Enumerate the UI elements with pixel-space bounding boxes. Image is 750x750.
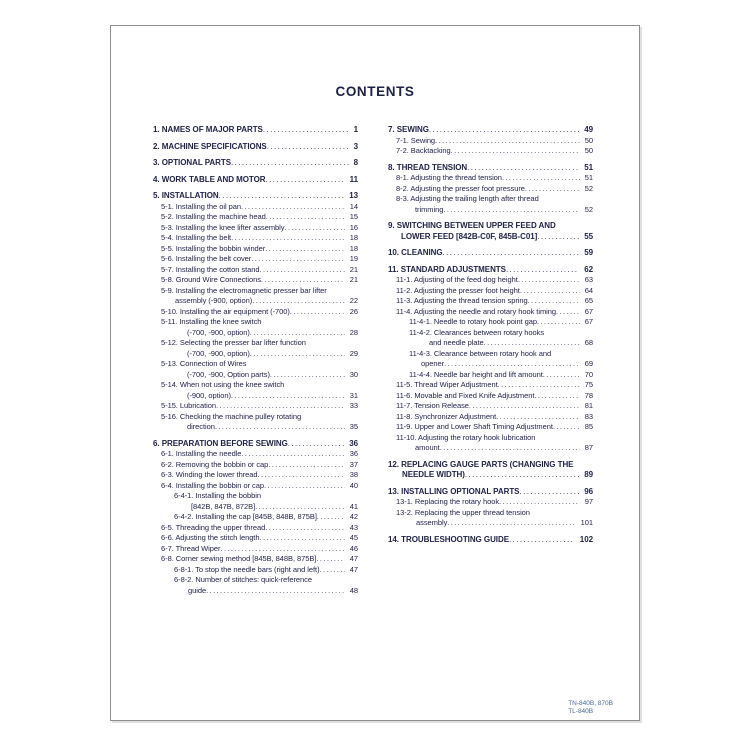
- toc-entry-title: 11-3. Adjusting the thread tension spring: [396, 296, 528, 305]
- toc-page-number: 62: [579, 265, 593, 276]
- toc-entry: [161, 544, 358, 555]
- toc-entry-title: 5-15. Lubrication: [161, 401, 217, 410]
- dot-leader: [259, 533, 358, 542]
- toc-entry-title: 8-3. Adjusting the trailing length after thread: [396, 194, 539, 203]
- toc-page-number: 83: [580, 412, 593, 423]
- toc-entry: [396, 391, 593, 402]
- toc-page-number: 26: [345, 307, 358, 318]
- toc-columns: [111, 99, 639, 596]
- toc-entry-title: 6-4-2. Installing the cap [845B, 848B, 875B]: [174, 512, 317, 521]
- toc-entry-title: 13-1. Replacing the rotary hook: [396, 497, 500, 506]
- toc-entry: [161, 412, 358, 433]
- toc-entry: [396, 286, 593, 297]
- toc-entry: [161, 265, 358, 276]
- page-title: CONTENTS: [335, 84, 415, 99]
- toc-page-number: 68: [580, 338, 593, 349]
- toc-entry: [396, 296, 593, 307]
- dot-leader: [251, 254, 358, 263]
- toc-entry-title: 5-3. Installing the knee lifter assembly: [161, 222, 285, 232]
- toc-entry-continuation: amount: [415, 443, 440, 452]
- toc-entry-title: 2. MACHINE SPECIFICATIONS: [153, 141, 267, 151]
- toc-page-number: 21: [345, 275, 358, 286]
- toc-entry-title: 6-8-1. To stop the needle bars (right and left): [174, 564, 320, 574]
- toc-entry: [153, 175, 358, 186]
- toc-entry-title: 5-14. When not using the knee switch: [161, 380, 285, 389]
- toc-entry-title: 11-5. Thread Wiper Adjustment: [396, 380, 498, 389]
- toc-entry: [409, 370, 593, 381]
- toc-entry-title: 5-6. Installing the belt cover: [161, 254, 252, 263]
- toc-page-number: 38: [345, 470, 358, 481]
- toc-entry: [161, 523, 358, 534]
- toc-entry-continuation: LOWER FEED [842B-C0F, 845B-C01]: [401, 231, 538, 241]
- dot-leader: [469, 401, 593, 410]
- toc-entry-title: 11-9. Upper and Lower Shaft Timing Adjustment: [396, 422, 553, 431]
- footer-model-codes: [568, 700, 613, 716]
- toc-entry-title: 6. PREPARATION BEFORE SEWING: [153, 438, 288, 448]
- toc-entry-continuation: assembly (-900, option): [175, 296, 253, 305]
- toc-entry: [388, 535, 593, 546]
- toc-page-number: 1: [349, 125, 358, 136]
- toc-entry: [388, 163, 593, 174]
- dot-leader: [443, 248, 593, 257]
- dot-leader: [258, 470, 358, 479]
- dot-leader: [498, 380, 593, 389]
- toc-entry: [396, 422, 593, 433]
- toc-entry-title: 6-7. Thread Wiper: [161, 543, 221, 553]
- toc-page-number: 50: [580, 146, 593, 157]
- toc-page-number: 30: [345, 370, 358, 381]
- toc-entry: [396, 433, 593, 454]
- toc-page-number: 63: [580, 275, 593, 286]
- toc-page-number: 55: [579, 232, 593, 243]
- toc-entry-title: 5-7. Installing the cotton stand: [161, 264, 260, 274]
- toc-entry-title: 8-1. Adjusting the thread tension: [396, 173, 502, 182]
- toc-page-number: 31: [345, 391, 358, 402]
- toc-page-number: 50: [580, 136, 593, 147]
- toc-entry: [388, 460, 593, 481]
- toc-page-number: 28: [345, 328, 358, 339]
- toc-entry-title: 11-1. Adjusting of the feed dog height: [396, 275, 518, 284]
- toc-page-number: 101: [576, 518, 593, 529]
- toc-page-number: 8: [349, 158, 358, 169]
- toc-entry: [396, 380, 593, 391]
- toc-page-number: 43: [345, 523, 358, 534]
- dot-leader: [231, 233, 358, 242]
- toc-page-number: 35: [345, 422, 358, 433]
- toc-entry-title: 7-2. Backtacking: [396, 146, 451, 155]
- toc-page-number: 102: [575, 535, 593, 546]
- dot-leader: [241, 202, 358, 211]
- dot-leader: [465, 470, 593, 479]
- dot-leader: [220, 544, 358, 553]
- toc-page-number: 42: [345, 512, 358, 523]
- toc-entry-title: 5-11. Installing the knee switch: [161, 317, 262, 326]
- toc-entry: [161, 317, 358, 338]
- toc-page-number: 29: [345, 349, 358, 360]
- toc-page-number: 81: [580, 401, 593, 412]
- dot-leader: [447, 518, 593, 527]
- toc-entry-title: 14. TROUBLESHOOTING GUIDE: [388, 534, 509, 544]
- toc-entry: [161, 481, 358, 492]
- toc-entry: [161, 401, 358, 412]
- toc-entry-title: 5-5. Installing the bobbin winder: [161, 243, 266, 253]
- toc-page-number: 52: [580, 205, 593, 216]
- toc-entry-title: 5-16. Checking the machine pulley rotating: [161, 411, 302, 421]
- toc-entry: [161, 359, 358, 380]
- toc-page-number: 51: [579, 163, 593, 174]
- toc-entry-title: 11-8. Synchronizer Adjustment: [396, 411, 497, 421]
- toc-entry-title: 8. THREAD TENSION: [388, 162, 468, 172]
- toc-page-number: 96: [579, 487, 593, 498]
- toc-entry-title: 1. NAMES OF MAJOR PARTS: [153, 125, 263, 134]
- toc-page-number: 97: [580, 497, 593, 508]
- dot-leader: [231, 391, 358, 400]
- toc-entry: [396, 194, 593, 215]
- toc-entry-title: 3. OPTIONAL PARTS: [153, 158, 231, 167]
- toc-page-number: 69: [580, 359, 593, 370]
- toc-page-number: 48: [345, 586, 358, 597]
- toc-entry: [409, 349, 593, 370]
- toc-entry: [161, 223, 358, 234]
- toc-entry: [396, 497, 593, 508]
- toc-entry: [161, 275, 358, 286]
- toc-entry: [174, 575, 358, 596]
- dot-leader: [252, 296, 358, 305]
- toc-page-number: 89: [579, 470, 593, 481]
- toc-entry-continuation: direction: [187, 422, 215, 431]
- dot-leader: [259, 265, 358, 274]
- toc-entry: [396, 307, 593, 318]
- toc-page-number: 85: [580, 422, 593, 433]
- toc-entry: [388, 265, 593, 276]
- toc-entry: [161, 380, 358, 401]
- dot-leader: [443, 205, 593, 214]
- dot-leader: [231, 158, 358, 167]
- toc-entry: [161, 212, 358, 223]
- toc-page-number: 22: [345, 296, 358, 307]
- toc-page-number: 51: [580, 173, 593, 184]
- toc-entry-continuation: guide: [188, 585, 207, 595]
- toc-entry-continuation: trimming: [415, 204, 444, 214]
- dot-leader: [255, 502, 358, 511]
- toc-entry: [388, 125, 593, 136]
- toc-page-number: 15: [345, 212, 358, 223]
- toc-page-number: 3: [349, 142, 358, 153]
- toc-entry: [396, 184, 593, 195]
- dot-leader: [219, 191, 358, 200]
- toc-entry: [161, 202, 358, 213]
- toc-entry-title: 6-8-2. Number of stitches: quick-reference: [174, 575, 312, 584]
- toc-entry-continuation: and needle plate: [429, 338, 484, 347]
- toc-entry-title: 10. CLEANING: [388, 248, 443, 257]
- toc-page-number: 18: [345, 244, 358, 255]
- toc-entry: [153, 158, 358, 169]
- footer-model-line-2: TL-840B: [568, 708, 594, 715]
- toc-entry: [174, 565, 358, 576]
- dot-leader: [451, 146, 593, 155]
- toc-entry-continuation: assembly: [416, 518, 448, 527]
- toc-page-number: 21: [345, 265, 358, 276]
- toc-entry: [388, 221, 593, 242]
- toc-entry-title: 11-4. Adjusting the needle and rotary hook timing: [396, 306, 557, 316]
- toc-entry-title: 11-4-3. Clearance between rotary hook and: [409, 348, 552, 358]
- toc-page-number: 59: [579, 248, 593, 259]
- toc-entry-title: 6-3. Winding the lower thread: [161, 470, 258, 479]
- toc-entry-title: 5-1. Installing the oil pan: [161, 201, 241, 211]
- toc-entry-title: 9. SWITCHING BETWEEN UPPER FEED AND: [388, 221, 556, 230]
- toc-entry: [396, 401, 593, 412]
- dot-leader: [261, 275, 358, 284]
- toc-entry: [161, 233, 358, 244]
- toc-entry-title: 8-2. Adjusting the presser foot pressure: [396, 183, 525, 193]
- toc-page-number: 33: [345, 401, 358, 412]
- toc-page-number: 47: [345, 565, 358, 576]
- toc-page-number: 49: [579, 125, 593, 136]
- toc-entry: [161, 449, 358, 460]
- toc-entry-title: 6-1. Installing the needle: [161, 449, 242, 458]
- toc-page-number: 75: [580, 380, 593, 391]
- toc-entry: [174, 512, 358, 523]
- toc-page-number: 65: [580, 296, 593, 307]
- dot-leader: [484, 338, 593, 347]
- toc-entry: [396, 146, 593, 157]
- toc-entry-title: 12. REPLACING GAUGE PARTS (CHANGING THE: [388, 459, 574, 469]
- toc-page-number: 14: [345, 202, 358, 213]
- toc-entry-title: 11-10. Adjusting the rotary hook lubrication: [396, 432, 536, 442]
- dot-leader: [440, 443, 593, 452]
- toc-entry-title: 11-4-1. Needle to rotary hook point gap: [409, 317, 537, 326]
- toc-entry-title: 11-4-2. Clearances between rotary hooks: [409, 327, 545, 337]
- toc-entry-title: 5. INSTALLATION: [153, 191, 219, 200]
- dot-leader: [435, 136, 593, 145]
- toc-entry-title: 6-6. Adjusting the stitch length: [161, 533, 260, 542]
- toc-entry-continuation: opener: [421, 359, 445, 368]
- dot-leader: [250, 349, 358, 358]
- toc-page-number: 41: [345, 502, 358, 513]
- toc-entry-title: 4. WORK TABLE AND MOTOR: [153, 174, 266, 184]
- toc-page-number: 46: [345, 544, 358, 555]
- toc-entry: [396, 136, 593, 147]
- toc-entry: [161, 286, 358, 307]
- toc-entry-title: 11-2. Adjusting the presser foot height: [396, 285, 520, 295]
- dot-leader: [216, 401, 358, 410]
- toc-entry-title: 13-2. Replacing the upper thread tension: [396, 507, 530, 517]
- toc-page-number: 36: [345, 449, 358, 460]
- toc-entry-title: 11-6. Movable and Fixed Knife Adjustment: [396, 390, 535, 400]
- toc-entry: [153, 439, 358, 450]
- toc-page-number: 64: [580, 286, 593, 297]
- dot-leader: [206, 586, 358, 595]
- toc-entry: [161, 307, 358, 318]
- toc-entry-continuation: [842B, 847B, 872B]: [191, 501, 256, 511]
- toc-page-number: 78: [580, 391, 593, 402]
- toc-page-number: 67: [580, 307, 593, 318]
- toc-page-number: 45: [345, 533, 358, 544]
- toc-page-number: 87: [580, 443, 593, 454]
- dot-leader: [429, 125, 593, 134]
- dot-leader: [215, 422, 358, 431]
- toc-entry-title: 5-10. Installing the air equipment (-700): [161, 306, 290, 316]
- toc-page-number: 52: [580, 184, 593, 195]
- toc-page-number: 67: [580, 317, 593, 328]
- toc-entry: [153, 142, 358, 153]
- toc-entry-title: 6-4. Installing the bobbin or cap: [161, 480, 265, 490]
- toc-entry-title: 7-1. Sewing: [396, 135, 436, 145]
- toc-entry: [174, 491, 358, 512]
- toc-entry-title: 5-13. Connection of Wires: [161, 359, 247, 368]
- toc-entry-title: 6-8. Corner sewing method [845B, 848B, 875B]: [161, 554, 317, 563]
- toc-entry: [396, 173, 593, 184]
- toc-page-number: 40: [345, 481, 358, 492]
- toc-entry: [153, 191, 358, 202]
- dot-leader: [444, 359, 593, 368]
- dot-leader: [496, 412, 593, 421]
- toc-entry-title: 11-7. Tension Release: [396, 401, 469, 410]
- toc-entry: [388, 487, 593, 498]
- toc-entry: [396, 275, 593, 286]
- toc-entry: [161, 254, 358, 265]
- dot-leader: [267, 142, 358, 151]
- toc-entry-continuation: (-900, option): [187, 390, 231, 400]
- toc-entry-title: 6-5. Threading the upper thread: [161, 522, 266, 532]
- toc-entry: [161, 244, 358, 255]
- toc-entry-title: 6-2. Removing the bobbin or cap: [161, 459, 269, 469]
- toc-page-number: 11: [345, 175, 358, 186]
- toc-entry-title: 5-12. Selecting the presser bar lifter function: [161, 338, 306, 347]
- toc-page-number: 37: [345, 460, 358, 471]
- dot-leader: [467, 163, 593, 172]
- toc-page-number: 47: [345, 554, 358, 565]
- toc-entry: [409, 317, 593, 328]
- toc-entry-continuation: (-700, -900, Option parts): [187, 369, 270, 379]
- toc-entry-title: 11. STANDARD ADJUSTMENTS: [388, 264, 506, 274]
- toc-page-number: 19: [345, 254, 358, 265]
- toc-entry: [161, 470, 358, 481]
- dot-leader: [250, 328, 358, 337]
- toc-entry: [396, 508, 593, 529]
- toc-entry-title: 7. SEWING: [388, 125, 429, 134]
- toc-entry: [409, 328, 593, 349]
- toc-column-left: [153, 125, 358, 596]
- toc-entry: [161, 554, 358, 565]
- toc-entry-continuation: (-700, -900, option): [187, 327, 250, 337]
- toc-page-number: 18: [345, 233, 358, 244]
- toc-entry-title: 13. INSTALLING OPTIONAL PARTS: [388, 486, 520, 496]
- toc-entry-title: 5-9. Installing the electromagnetic presser bar lifter: [161, 285, 327, 295]
- toc-entry: [161, 460, 358, 471]
- manual-page: [110, 25, 640, 721]
- toc-entry-title: 5-8. Ground Wire Connections: [161, 275, 261, 284]
- toc-entry: [161, 338, 358, 359]
- toc-entry: [388, 248, 593, 259]
- toc-page-number: 16: [345, 223, 358, 234]
- dot-leader: [263, 125, 358, 134]
- toc-entry-continuation: (-700, -900, option): [187, 348, 250, 358]
- toc-entry-title: 5-4. Installing the belt: [161, 233, 232, 242]
- toc-column-right: [388, 125, 593, 596]
- toc-page-number: 70: [580, 370, 593, 381]
- toc-entry-title: 11-4-4. Needle bar height and lift amount: [409, 369, 543, 379]
- toc-entry: [161, 533, 358, 544]
- toc-entry-continuation: NEEDLE WIDTH): [402, 470, 465, 479]
- toc-entry-title: 6-4-1. Installing the bobbin: [174, 491, 261, 500]
- dot-leader: [241, 449, 358, 458]
- toc-page-number: 36: [344, 439, 358, 450]
- toc-entry: [153, 125, 358, 136]
- footer-model-line-1: TN-840B, 870B: [568, 700, 613, 707]
- toc-page-number: 13: [344, 191, 358, 202]
- toc-entry: [396, 412, 593, 423]
- toc-entry-title: 5-2. Installing the machine head: [161, 212, 266, 221]
